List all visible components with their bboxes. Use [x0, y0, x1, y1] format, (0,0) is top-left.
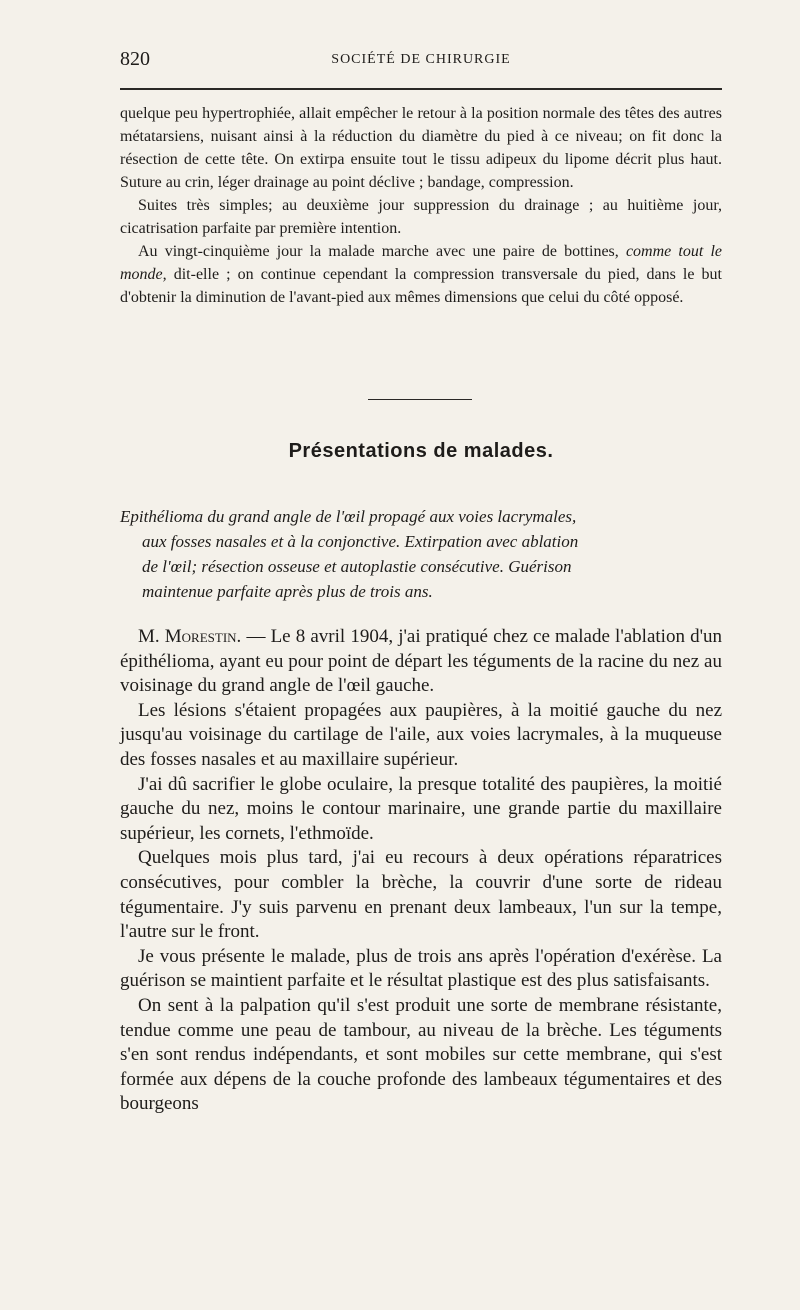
paragraph: On sent à la palpation qu'il s'est produit une sorte de membrane résistante, tendue comme une peau de tambour, au niveau de la brèche. Les téguments s'en sont rendus indépendants, et sont mobiles sur cette membrane, qui s'est formée aux dépens de la couche profonde des lambeaux tégumentaires et des bourgeons [120, 994, 722, 1115]
paragraph: quelque peu hypertrophiée, allait empêcher le retour à la position normale des têtes des autres métatarsiens, nuisant ainsi à la réduction du diamètre du pied à ce niveau; on fit donc la résection de cette tête. On extirpa ensuite tout le tissu adipeux du lipome décrit plus haut. Suture au crin, léger drainage au point déclive ; bandage, compression. [120, 105, 722, 191]
section-divider [368, 399, 472, 400]
section-title: Présentations de malades. [288, 440, 554, 462]
header-rule [120, 88, 722, 90]
case-body [120, 625, 722, 1117]
paragraph: M. Morestin. — Le 8 avril 1904, j'ai pratiqué chez ce malade l'ablation d'un épithélioma, ayant eu pour point de départ les téguments de la racine du nez au voisinage du grand angle de l'œil gauche. [120, 626, 722, 697]
paragraph: Les lésions s'étaient propagées aux paupières, à la moitié gauche du nez jusqu'au voisinage du cartilage de l'aile, aux voies lacrymales, à la muqueuse des fosses nasales et au maxillaire supérieur. [120, 699, 722, 770]
case-title-line: Epithélioma du grand angle de l'œil propagé aux voies lacrymales, [120, 507, 577, 526]
case-title-line: de l'œil; résection osseuse et autoplastie consécutive. Guérison [142, 557, 572, 576]
page-header [120, 48, 722, 74]
paragraph: Quelques mois plus tard, j'ai eu recours à deux opérations réparatrices consécutives, pour combler la brèche, la couvrir d'une sorte de rideau tégumentaire. J'y suis parvenu en prenant deux lambeaux, l'un sur la tempe, l'autre sur le front. [120, 847, 722, 943]
case-title-line: maintenue parfaite après plus de trois ans. [142, 582, 433, 601]
paragraph: Au vingt-cinquième jour la malade marche avec une paire de bottines, comme tout le monde, dit-elle ; on continue cependant la compression transversale du pied, dans le but d'obtenir la diminution de l'avant-pied aux mêmes dimensions que celui du côté opposé. [120, 243, 723, 306]
paragraph: Je vous présente le malade, plus de trois ans après l'opération d'exérèse. La guérison se maintient parfaite et le résultat plastique est des plus satisfaisants. [120, 945, 722, 992]
continued-text [120, 102, 722, 309]
page-number: 820 [120, 48, 150, 70]
paragraph: Suites très simples; au deuxième jour suppression du drainage ; au huitième jour, cicatrisation parfaite par première intention. [120, 197, 722, 237]
case-title [120, 504, 722, 604]
running-head: SOCIÉTÉ DE CHIRURGIE [331, 52, 511, 67]
case-title-line: aux fosses nasales et à la conjonctive. Extirpation avec ablation [142, 532, 579, 551]
italic-phrase: comme tout le monde, [120, 243, 723, 283]
paragraph: J'ai dû sacrifier le globe oculaire, la presque totalité des paupières, la moitié gauche du nez, moins le contour marinaire, une grande partie du maxillaire supérieur, les cornets, l'ethmoïde. [120, 773, 722, 844]
author-name: M. Morestin. [138, 626, 242, 647]
